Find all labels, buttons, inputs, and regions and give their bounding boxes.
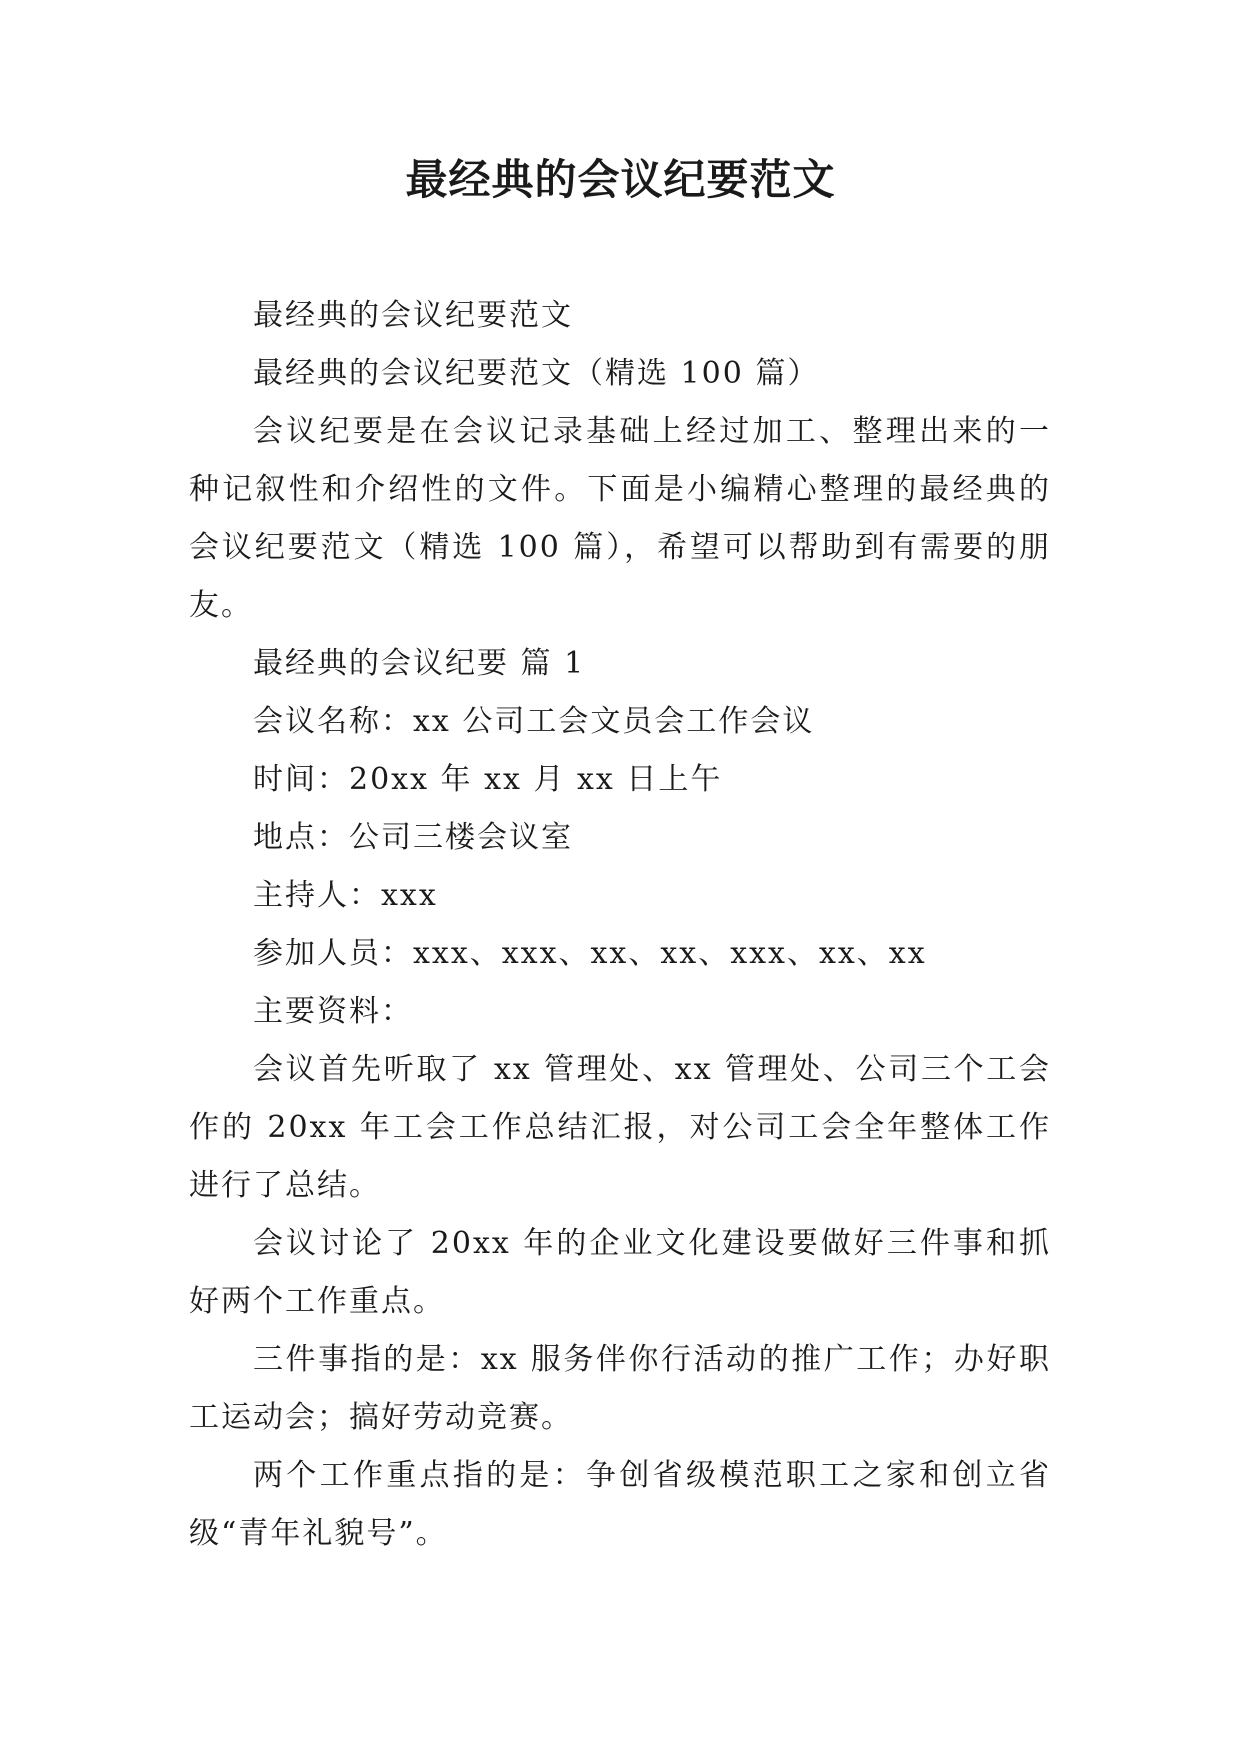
meeting-attendees: 参加人员：xxx、xxx、xx、xx、xxx、xx、xx (253, 936, 927, 971)
paragraph: 会议首先听取了 xx 管理处、xx 管理处、公司三个工会作的 20xx 年工会工作总结汇报，对公司工会全年整体工作进行了总结。 (189, 1052, 1051, 1203)
meeting-name: 会议名称：xx 公司工会文员会工作会议 (253, 704, 815, 739)
paragraph: 三件事指的是：xx 服务伴你行活动的推广工作；办好职工运动会；搞好劳动竞赛。 (189, 1342, 1051, 1435)
document-title: 最经典的会议纪要范文 (405, 155, 836, 204)
document-body (189, 287, 1051, 1563)
meeting-time: 时间：20xx 年 xx 月 xx 日上午 (253, 762, 723, 797)
meeting-location: 地点：公司三楼会议室 (253, 820, 573, 855)
paragraph: 两个工作重点指的是：争创省级模范职工之家和创立省级“青年礼貌号”。 (189, 1458, 1051, 1551)
main-content-label: 主要资料： (253, 994, 413, 1029)
paragraph: 最经典的会议纪要范文（精选 100 篇） (253, 356, 820, 391)
paragraph: 会议纪要是在会议记录基础上经过加工、整理出来的一种记叙性和介绍性的文件。下面是小编精心整理的最经典的会议纪要范文（精选 100 篇），希望可以帮助到有需要的朋友。 (189, 414, 1051, 623)
section-heading: 最经典的会议纪要 篇 1 (253, 646, 586, 681)
meeting-host: 主持人：xxx (253, 878, 438, 913)
paragraph: 会议讨论了 20xx 年的企业文化建设要做好三件事和抓好两个工作重点。 (189, 1226, 1051, 1319)
paragraph: 最经典的会议纪要范文 (253, 298, 573, 333)
